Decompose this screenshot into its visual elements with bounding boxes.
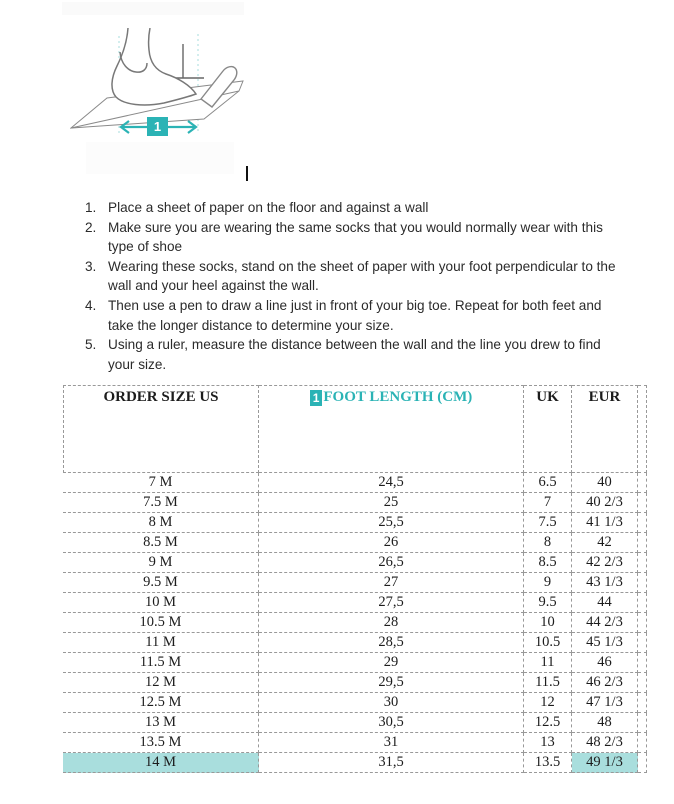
spacer-cell xyxy=(638,753,647,773)
uk-size-cell: 11 xyxy=(524,653,572,673)
table-row xyxy=(63,753,647,773)
eur-size-cell: 40 xyxy=(572,473,638,493)
uk-size-cell: 8 xyxy=(524,533,572,553)
instruction-text: Make sure you are wearing the same socks that you would normally wear with this type of shoe xyxy=(108,219,603,255)
foot-length-cell: 30,5 xyxy=(259,713,524,733)
eur-size-cell: 46 2/3 xyxy=(572,673,638,693)
column-header-order-size-us: ORDER SIZE US xyxy=(63,385,259,473)
foot-length-cell: 30 xyxy=(259,693,524,713)
us-size-cell: 14 M xyxy=(63,753,259,773)
spacer-cell xyxy=(638,513,647,533)
table-row xyxy=(63,673,647,693)
uk-size-cell: 10 xyxy=(524,613,572,633)
header-row xyxy=(63,385,647,473)
wall-lines xyxy=(174,44,204,78)
column-header-foot-length xyxy=(259,385,524,473)
eur-size-cell: 45 1/3 xyxy=(572,633,638,653)
instructions-list xyxy=(85,198,618,374)
eur-size-cell: 40 2/3 xyxy=(572,493,638,513)
spacer-cell xyxy=(638,473,647,493)
uk-size-cell: 13.5 xyxy=(524,753,572,773)
table-row xyxy=(63,733,647,753)
instruction-item xyxy=(85,218,618,257)
instruction-number: 4. xyxy=(85,297,97,313)
faded-image-fragment xyxy=(62,2,244,15)
uk-size-cell: 11.5 xyxy=(524,673,572,693)
table-row xyxy=(63,493,647,513)
instruction-item xyxy=(85,296,618,335)
us-size-cell: 13.5 M xyxy=(63,733,259,753)
uk-size-cell: 12.5 xyxy=(524,713,572,733)
foot-length-cell: 27 xyxy=(259,573,524,593)
us-size-cell: 9.5 M xyxy=(63,573,259,593)
foot-length-cell: 26 xyxy=(259,533,524,553)
instruction-number: 2. xyxy=(85,219,97,235)
us-size-cell: 12 M xyxy=(63,673,259,693)
uk-size-cell: 10.5 xyxy=(524,633,572,653)
foot-length-cell: 25,5 xyxy=(259,513,524,533)
size-chart xyxy=(63,385,647,773)
instruction-number: 1. xyxy=(85,200,97,215)
us-size-cell: 9 M xyxy=(63,553,259,573)
table-row xyxy=(63,713,647,733)
instruction-text: Wearing these socks, stand on the sheet of paper with your foot perpendicular to the wall and your heel against the wall. xyxy=(108,258,616,294)
foot-length-cell: 26,5 xyxy=(259,553,524,573)
eur-size-cell: 42 2/3 xyxy=(572,553,638,573)
column-header-uk: UK xyxy=(524,385,572,473)
eur-size-cell: 49 1/3 xyxy=(572,753,638,773)
foot-length-cell: 28 xyxy=(259,613,524,633)
table-row xyxy=(63,553,647,573)
instruction-text: Using a ruler, measure the distance between the wall and the line you drew to find your size. xyxy=(108,337,601,372)
table-row xyxy=(63,533,647,553)
instruction-number: 5. xyxy=(85,337,97,353)
us-size-cell: 11.5 M xyxy=(63,653,259,673)
eur-size-cell: 44 2/3 xyxy=(572,613,638,633)
spacer-cell xyxy=(638,653,647,673)
table-row xyxy=(63,613,647,633)
foot-length-cell: 31 xyxy=(259,733,524,753)
spacer-cell xyxy=(638,693,647,713)
foot-length-cell: 24,5 xyxy=(259,473,524,493)
table-row xyxy=(63,513,647,533)
instruction-item xyxy=(85,198,618,218)
spacer-cell xyxy=(638,613,647,633)
us-size-cell: 7 M xyxy=(63,473,259,493)
us-size-cell: 8 M xyxy=(63,513,259,533)
uk-size-cell: 9.5 xyxy=(524,593,572,613)
us-size-cell: 10.5 M xyxy=(63,613,259,633)
text-cursor xyxy=(246,166,248,181)
spacer-cell xyxy=(638,493,647,513)
eur-size-cell: 44 xyxy=(572,593,638,613)
us-size-cell: 8.5 M xyxy=(63,533,259,553)
table-row xyxy=(63,633,647,653)
instruction-item xyxy=(85,335,618,374)
instruction-text: Then use a pen to draw a line just in front of your big toe. Repeat for both feet and take the longer distance to determine your size. xyxy=(108,297,602,333)
column-header-eur: EUR xyxy=(572,385,638,473)
eur-size-cell: 48 xyxy=(572,713,638,733)
us-size-cell: 11 M xyxy=(63,633,259,653)
us-size-cell: 12.5 M xyxy=(63,693,259,713)
uk-size-cell: 7.5 xyxy=(524,513,572,533)
uk-size-cell: 7 xyxy=(524,493,572,513)
foot-length-label: FOOT LENGTH (CM) xyxy=(323,389,473,405)
spacer-cell xyxy=(638,673,647,693)
table-row xyxy=(63,573,647,593)
foot-length-cell: 29,5 xyxy=(259,673,524,693)
eur-size-cell: 48 2/3 xyxy=(572,733,638,753)
foot-length-cell: 27,5 xyxy=(259,593,524,613)
marker-label: 1 xyxy=(153,119,162,134)
eur-size-cell: 41 1/3 xyxy=(572,513,638,533)
foot-length-cell: 25 xyxy=(259,493,524,513)
column-header-spacer xyxy=(638,385,647,473)
instruction-item xyxy=(85,257,618,296)
uk-size-cell: 12 xyxy=(524,693,572,713)
us-size-cell: 7.5 M xyxy=(63,493,259,513)
uk-size-cell: 9 xyxy=(524,573,572,593)
spacer-cell xyxy=(638,713,647,733)
eur-size-cell: 47 1/3 xyxy=(572,693,638,713)
table-row xyxy=(63,473,647,493)
spacer-cell xyxy=(638,593,647,613)
us-size-cell: 13 M xyxy=(63,713,259,733)
uk-size-cell: 8.5 xyxy=(524,553,572,573)
foot-length-cell: 31,5 xyxy=(259,753,524,773)
foot-measurement-illustration xyxy=(70,28,245,163)
spacer-cell xyxy=(638,533,647,553)
spacer-cell xyxy=(638,733,647,753)
uk-size-cell: 6.5 xyxy=(524,473,572,493)
table-row xyxy=(63,653,647,673)
eur-size-cell: 46 xyxy=(572,653,638,673)
foot-length-cell: 28,5 xyxy=(259,633,524,653)
table-row xyxy=(63,693,647,713)
instruction-number: 3. xyxy=(85,258,97,274)
marker-badge: 1 xyxy=(310,390,323,406)
instruction-text: Place a sheet of paper on the floor and against a wall xyxy=(108,200,429,215)
us-size-cell: 10 M xyxy=(63,593,259,613)
eur-size-cell: 43 1/3 xyxy=(572,573,638,593)
foot-length-cell: 29 xyxy=(259,653,524,673)
spacer-cell xyxy=(638,633,647,653)
spacer-cell xyxy=(638,573,647,593)
spacer-cell xyxy=(638,553,647,573)
uk-size-cell: 13 xyxy=(524,733,572,753)
size-chart-table xyxy=(63,385,647,773)
table-row xyxy=(63,593,647,613)
eur-size-cell: 42 xyxy=(572,533,638,553)
size-rows xyxy=(63,473,647,773)
